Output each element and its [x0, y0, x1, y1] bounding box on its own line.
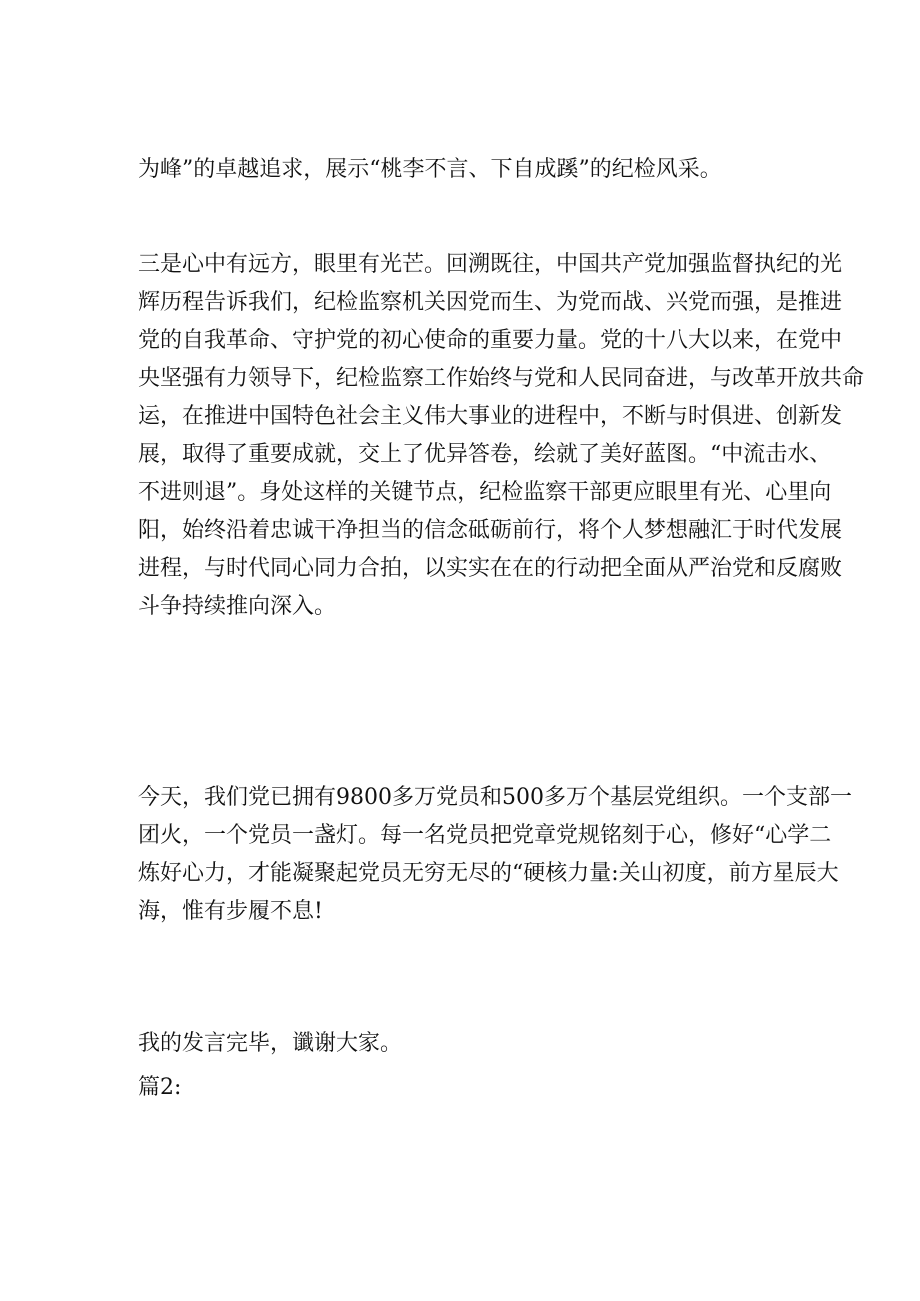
- text-line: 央坚强有力领导下，纪检监察工作始终与党和人民同奋进，与改革开放共命: [138, 366, 865, 391]
- text-line: 篇2:: [138, 1075, 182, 1100]
- text-line: 进程，与时代同心同力合拍，以实实在在的行动把全面从严治党和反腐败: [138, 556, 843, 581]
- text-line: 今天，我们党已拥有9800多万党员和500多万个基层党组织。一个支部一: [138, 785, 852, 810]
- text-line: 团火，一个党员一盏灯。每一名党员把党章党规铭刻于心，修好“心学二: [138, 823, 832, 848]
- text-line: 为峰”的卓越追求，展示“桃李不言、下自成蹊”的纪检风采。: [138, 157, 722, 182]
- text-line: 斗争持续推向深入。: [138, 594, 337, 619]
- text-line: 展，取得了重要成就，交上了优异答卷，绘就了美好蓝图。“中流击水、: [138, 442, 832, 467]
- text-line: 海，惟有步履不息!: [138, 899, 323, 924]
- paragraph-1: [138, 151, 788, 189]
- text-line: 不进则退”。身处这样的关键节点，纪检监察干部更应眼里有光、心里向: [138, 480, 832, 505]
- text-line: 阳，始终沿着忠诚干净担当的信念砥砺前行，将个人梦想融汇于时代发展: [138, 518, 843, 543]
- section-heading: [138, 1069, 788, 1107]
- text-line: 三是心中有远方，眼里有光芒。回溯既往，中国共产党加强监督执纪的光: [138, 252, 843, 277]
- paragraph-3: [138, 779, 852, 931]
- text-line: 我的发言完毕，谶谢大家。: [138, 1031, 403, 1056]
- text-line: 辉历程告诉我们，纪检监察机关因党而生、为党而战、兴党而强，是推进: [138, 290, 843, 315]
- paragraph-2: [138, 246, 865, 626]
- text-line: 炼好心力，才能凝聚起党员无穷无尽的“硬核力量:关山初度，前方星辰大: [138, 861, 839, 886]
- text-line: 运，在推进中国特色社会主义伟大事业的进程中，不断与时俱进、创新发: [138, 404, 843, 429]
- paragraph-4: [138, 1025, 788, 1063]
- text-line: 党的自我革命、守护党的初心使命的重要力量。党的十八大以来，在党中: [138, 328, 843, 353]
